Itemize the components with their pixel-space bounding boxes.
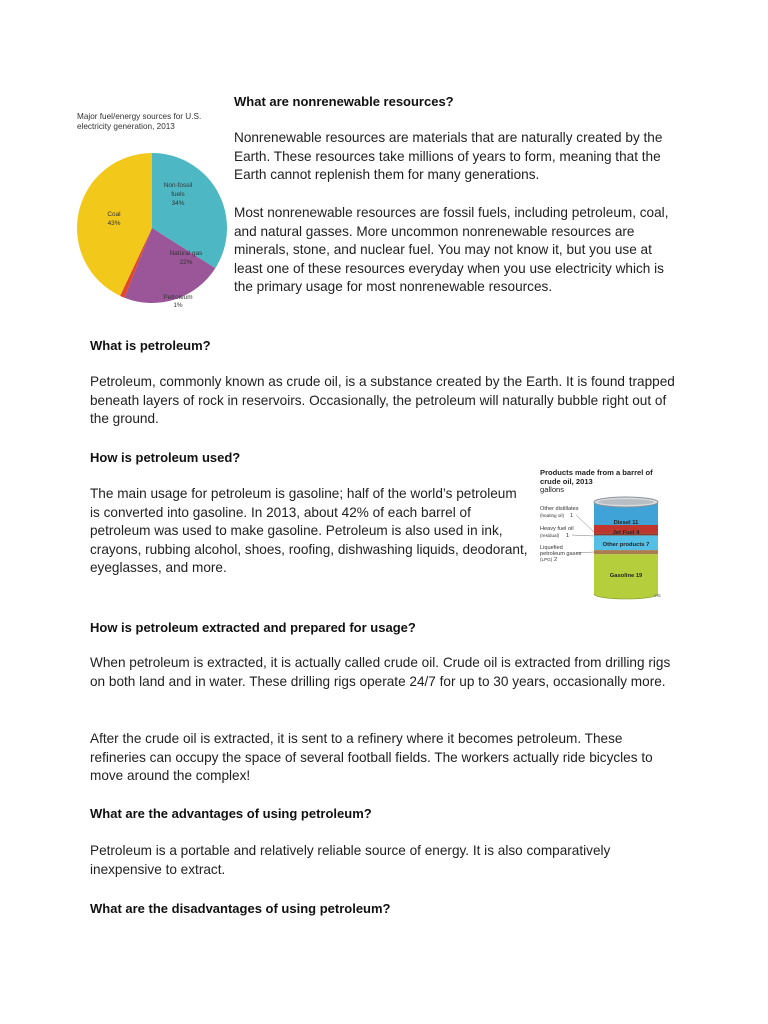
paragraph-advantages: Petroleum is a portable and relatively reliable source of energy. It is also comparatively inexpensive to extract. [90, 843, 611, 877]
heading-what-is-petroleum: What is petroleum? [90, 338, 211, 353]
heading-disadvantages: What are the disadvantages of using petroleum? [90, 901, 391, 916]
barrel-subtitle: gallons [540, 485, 565, 495]
pie-value-nonfossil: 34% [171, 200, 185, 207]
side-label-residual: (residual) [540, 533, 560, 538]
side-label-lpg-3: (LPG) [540, 557, 553, 562]
heading-nonrenewable: What are nonrenewable resources? [234, 94, 454, 109]
side-label-heating-oil: (heating oil) [540, 513, 565, 518]
side-label-lpg-1: Liquefied [540, 545, 563, 551]
side-label-heavy-fuel: Heavy fuel oil [540, 526, 574, 532]
paragraph-extracted-1: When petroleum is extracted, it is actually called crude oil. Crude oil is extracted from drilling rigs on both land and in water. These drilling rigs operate 24/7 for up to 30 years, occasionally more. [90, 655, 671, 689]
paragraph-nonrenewable-2: Most nonrenewable resources are fossil fuels, including petroleum, coal, and natural gasses. More uncommon nonrenewable resources are minerals, stone, and nuclear fuel. You may not know it, but you use at least one of these resources everyday when you use electricity which is the primary usage for most nonrenewable resources. [234, 205, 669, 295]
side-label-lpg-2: petroleum gases [540, 551, 582, 557]
barrel-chart [536, 466, 676, 604]
heading-extracted: How is petroleum extracted and prepared for usage? [90, 620, 416, 635]
band-label-diesel: Diesel 11 [613, 520, 639, 526]
side-value-heating-oil: 1 [570, 513, 574, 519]
barrel-base [594, 594, 658, 599]
eia-logo: eia [654, 593, 661, 599]
barrel-band-lpg [594, 550, 658, 554]
pie-label-gas: Natural gas [169, 250, 203, 257]
side-value-lpg: 2 [554, 557, 558, 563]
side-label-other-distillates: Other distillates [540, 506, 579, 512]
barrel-lid-inner [598, 499, 654, 505]
pie-chart [72, 108, 232, 308]
band-label-gasoline: Gasoline 19 [609, 573, 643, 579]
pie-label-nonfossil-1: Non-fossil [163, 182, 193, 189]
paragraph-what-is-petroleum: Petroleum, commonly known as crude oil, is a substance created by the Earth. It is found trapped beneath layers of rock in reservoirs. Occasionally, the petroleum will naturally bubble right out of the ground. [90, 374, 675, 427]
paragraph-extracted-2: After the crude oil is extracted, it is sent to a refinery where it becomes petroleum. These refineries can occupy the space of several football fields. The workers actually ride bicycles to move around the complex! [90, 731, 653, 784]
pie-label-nonfossil-2: fuels [171, 191, 185, 198]
band-label-jet: Jet Fuel 4 [612, 530, 640, 536]
pie-figure [72, 108, 232, 308]
pie-label-coal: Coal [107, 211, 121, 218]
pie-title: Major fuel/energy sources for U.S. electricity generation, 2013 [77, 112, 202, 131]
heading-advantages: What are the advantages of using petroleum? [90, 806, 372, 821]
heading-how-used: How is petroleum used? [90, 450, 241, 465]
pie-value-petroleum: 1% [173, 302, 183, 308]
paragraph-nonrenewable-1: Nonrenewable resources are materials that are naturally created by the Earth. These resources take millions of years to form, meaning that the Earth cannot replenish them for many generations. [234, 130, 663, 183]
paragraph-how-used: The main usage for petroleum is gasoline; half of the world’s petroleum is converted into gasoline. In 2013, about 42% of each barrel of petroleum was used to make gasoline. Petroleum is also used in ink, crayons, rubbing alcohol, shoes, roofing, dishwashing liquids, deodorant, eyeglasses, and more. [90, 486, 528, 576]
side-value-heavy: 1 [566, 533, 570, 539]
pie-value-gas: 22% [179, 259, 193, 266]
pie-value-coal: 43% [107, 220, 121, 227]
band-label-other: Other products 7 [602, 542, 650, 548]
pie-label-petroleum: Petroleum [163, 294, 193, 301]
barrel-figure [536, 466, 676, 604]
barrel-title-text: Products made from a barrel of crude oil, 2013 [540, 468, 653, 486]
